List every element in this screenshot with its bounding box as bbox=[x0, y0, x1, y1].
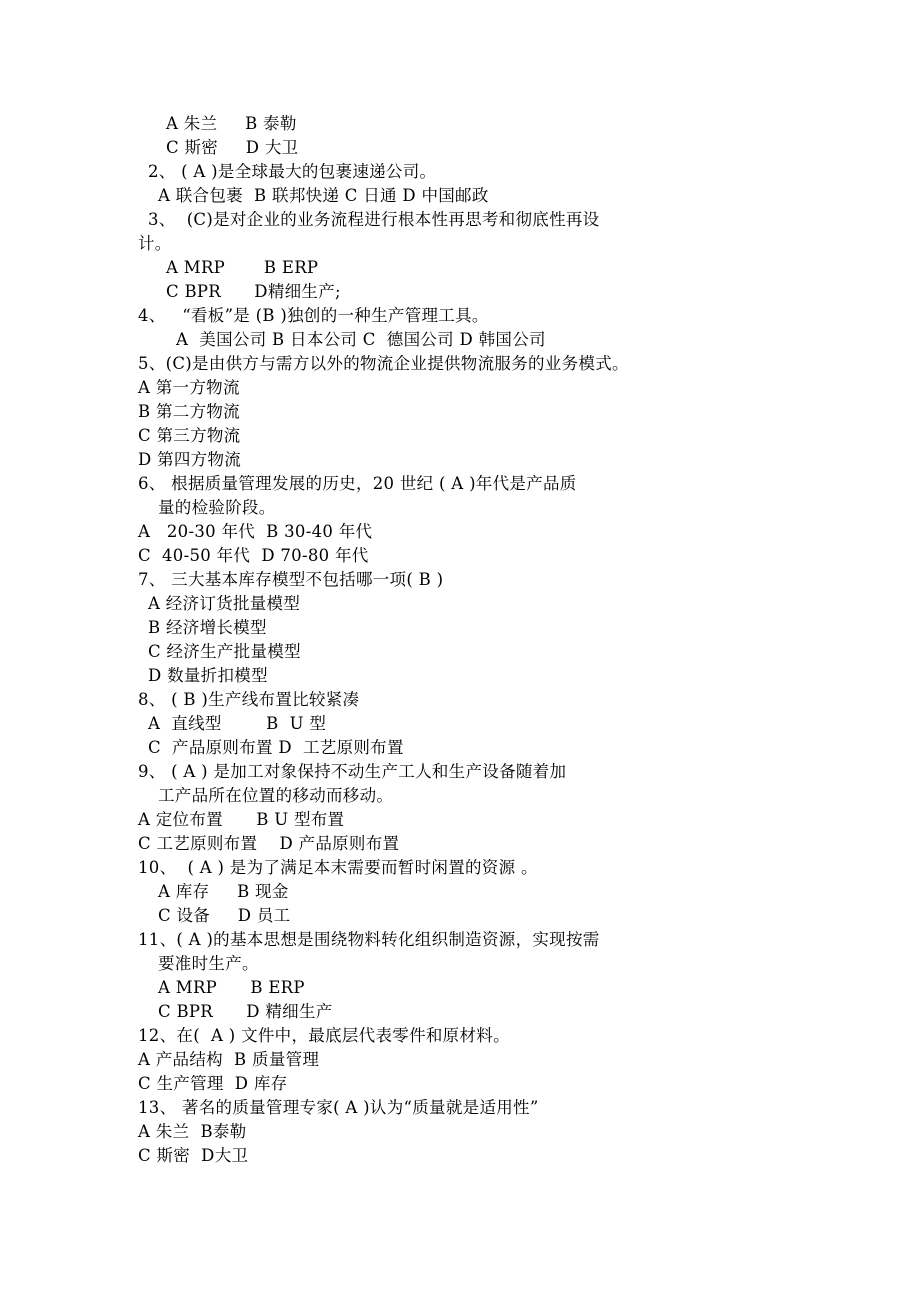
question-line: 5、(C)是由供方与需方以外的物流企业提供物流服务的业务模式。 bbox=[138, 354, 629, 373]
option-line: C BPR D 精细生产 bbox=[158, 1002, 333, 1021]
option-line: A 朱兰 B泰勒 bbox=[138, 1122, 247, 1141]
option-line: C 生产管理 D 库存 bbox=[138, 1074, 288, 1093]
question-line: 9、 ( A ) 是加工对象保持不动生产工人和生产设备随着加 bbox=[138, 762, 567, 781]
option-line: C 经济生产批量模型 bbox=[148, 642, 301, 661]
option-line: A 定位布置 B U 型布置 bbox=[138, 810, 345, 829]
option-line: C 设备 D 员工 bbox=[158, 906, 291, 925]
question-line: 12、在( A ) 文件中，最底层代表零件和原材料。 bbox=[138, 1026, 510, 1045]
question-line: 3、 (C)是对企业的业务流程进行根本性再思考和彻底性再设 bbox=[148, 210, 600, 229]
option-line: C 第三方物流 bbox=[138, 426, 241, 445]
question-line: 计。 bbox=[138, 234, 172, 253]
option-line: C 斯密 D大卫 bbox=[138, 1146, 249, 1165]
option-line: A MRP B ERP bbox=[158, 978, 305, 997]
option-line: A 经济订货批量模型 bbox=[148, 594, 301, 613]
question-line: 8、 ( B )生产线布置比较紧凑 bbox=[138, 690, 360, 709]
question-line: 4、 “看板”是 (B )独创的一种生产管理工具。 bbox=[138, 306, 489, 325]
question-line: 要准时生产。 bbox=[158, 954, 259, 973]
option-line: A 库存 B 现金 bbox=[158, 882, 289, 901]
option-line: A 第一方物流 bbox=[138, 378, 240, 397]
option-line: B 第二方物流 bbox=[138, 402, 240, 421]
option-line: A 直线型 B U 型 bbox=[148, 714, 327, 733]
option-line: A 联合包裹 B 联邦快递 C 日通 D 中国邮政 bbox=[158, 186, 489, 205]
option-line: A 美国公司 B 日本公司 C 德国公司 D 韩国公司 bbox=[176, 330, 546, 349]
question-line: 6、 根据质量管理发展的历史，20 世纪 ( A )年代是产品质 bbox=[138, 474, 577, 493]
option-line: C 40-50 年代 D 70-80 年代 bbox=[138, 546, 369, 565]
option-line: A 20-30 年代 B 30-40 年代 bbox=[138, 522, 373, 541]
option-line: B 经济增长模型 bbox=[148, 618, 267, 637]
question-line: 7、 三大基本库存模型不包括哪一项( B ) bbox=[138, 570, 444, 589]
option-line: A 朱兰 B 泰勒 bbox=[166, 114, 297, 133]
option-line: C 斯密 D 大卫 bbox=[166, 138, 299, 157]
option-line: D 数量折扣模型 bbox=[148, 666, 268, 685]
question-line: 10、 ( A ) 是为了满足本末需要而暂时闲置的资源 。 bbox=[138, 858, 538, 877]
option-line: D 第四方物流 bbox=[138, 450, 242, 469]
option-line: A 产品结构 B 质量管理 bbox=[138, 1050, 320, 1069]
question-line: 2、 ( A )是全球最大的包裹速递公司。 bbox=[148, 162, 437, 181]
question-line: 量的检验阶段。 bbox=[158, 498, 276, 517]
option-line: C BPR D精细生产; bbox=[166, 282, 341, 301]
question-line: 13、 著名的质量管理专家( A )认为“质量就是适用性” bbox=[138, 1098, 539, 1117]
question-line: 11、( A )的基本思想是围绕物料转化组织制造资源，实现按需 bbox=[138, 930, 600, 949]
option-line: C 产品原则布置 D 工艺原则布置 bbox=[148, 738, 404, 757]
option-line: A MRP B ERP bbox=[166, 258, 319, 277]
option-line: C 工艺原则布置 D 产品原则布置 bbox=[138, 834, 400, 853]
question-line: 工产品所在位置的移动而移动。 bbox=[158, 786, 394, 805]
